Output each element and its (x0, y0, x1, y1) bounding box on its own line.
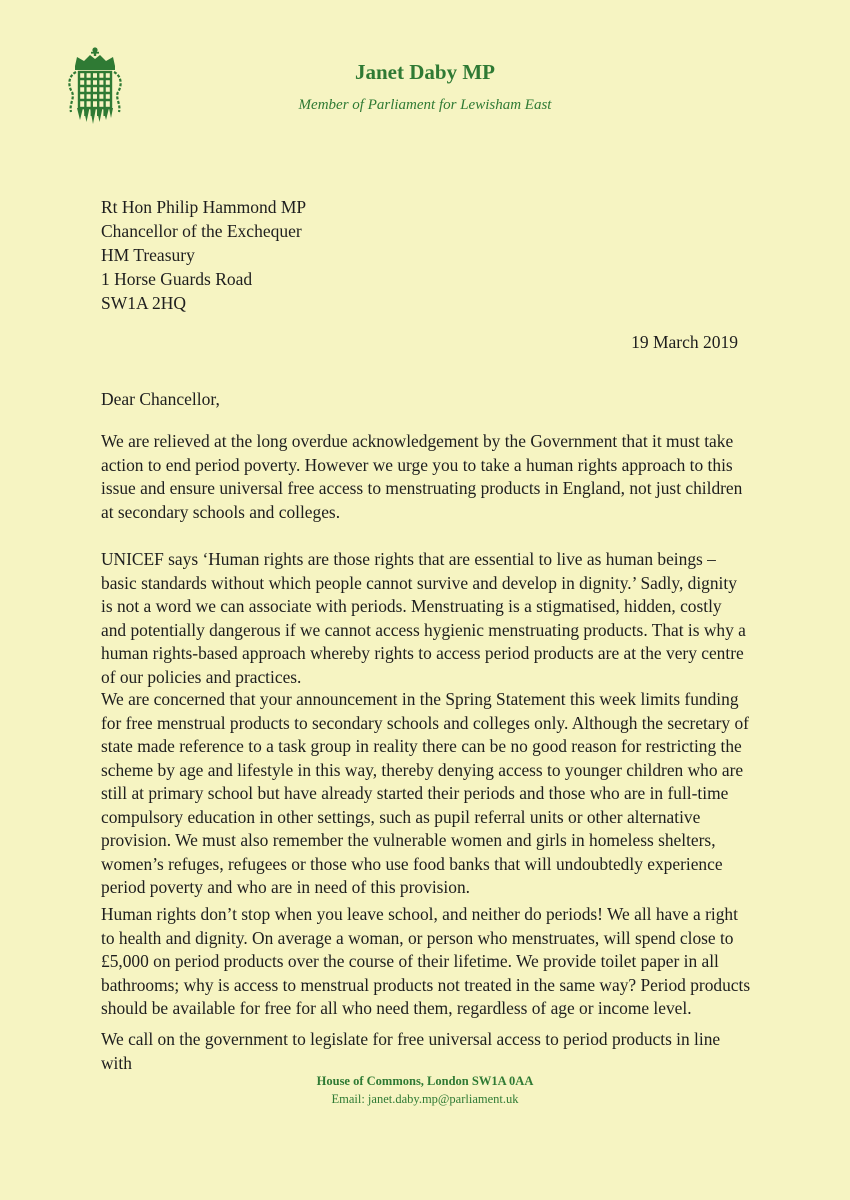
mp-constituency: Member of Parliament for Lewisham East (298, 97, 552, 113)
letter-date: 19 March 2019 (631, 332, 738, 352)
footer-email: Email: janet.daby.mp@parliament.uk (331, 1092, 519, 1106)
body-paragraph: Human rights don’t stop when you leave school, and neither do periods! We all have a right to health and dignity. On average a woman, or person who menstruates, will spend close to £5,000 on period products over the course of their lifetime. We provide toilet paper in all bathrooms; why is access to menstrual products not treated in the same way? Period products should be available for free for all who need them, regardless of age or income level. (101, 904, 751, 1018)
body-paragraph: We are relieved at the long overdue acknowledgement by the Government that it must take action to end period poverty. However we urge you to take a human rights approach to this issue and ensure universal free access to menstruating products in England, not just children at secondary schools and colleges. (101, 431, 743, 522)
recipient-line: SW1A 2HQ (101, 293, 187, 313)
recipient-line: Rt Hon Philip Hammond MP (101, 197, 307, 217)
footer-address: House of Commons, London SW1A 0AA (316, 1074, 534, 1088)
portcullis-icon (66, 46, 124, 128)
recipient-line: HM Treasury (101, 245, 195, 265)
body-paragraph: UNICEF says ‘Human rights are those rights that are essential to live as human beings – basic standards without which people cannot survive and develop in dignity.’ Sadly, dignity is not a word we can associate with periods. Menstruating is a stigmatised, hidden, costly and potentially dangerous if we cannot access hygienic menstruating products. That is why a human rights-based approach whereby rights to access period products are at the very centre of our policies and practices. (101, 549, 746, 687)
recipient-line: Chancellor of the Exchequer (101, 221, 302, 241)
mp-name: Janet Daby MP (355, 60, 495, 84)
body-paragraph: We are concerned that your announcement in the Spring Statement this week limits funding for free menstrual products to secondary schools and colleges only. Although the secretary of state made reference to a task group in reality there can be no good reason for restricting the scheme by age and lifestyle in this way, thereby denying access to younger children who are still at primary school but have already started their periods and those who are in full-time compulsory education in other settings, such as pupil referral units or other alternative provision. We must also remember the vulnerable women and girls in homeless shelters, women’s refuges, refugees or those who use food banks that will undoubtedly experience period poverty and who are in need of this provision. (101, 689, 749, 897)
recipient-address (101, 195, 306, 315)
salutation: Dear Chancellor, (101, 389, 220, 409)
body-paragraph: We call on the government to legislate for free universal access to period products in line with (101, 1029, 721, 1073)
recipient-line: 1 Horse Guards Road (101, 269, 253, 289)
